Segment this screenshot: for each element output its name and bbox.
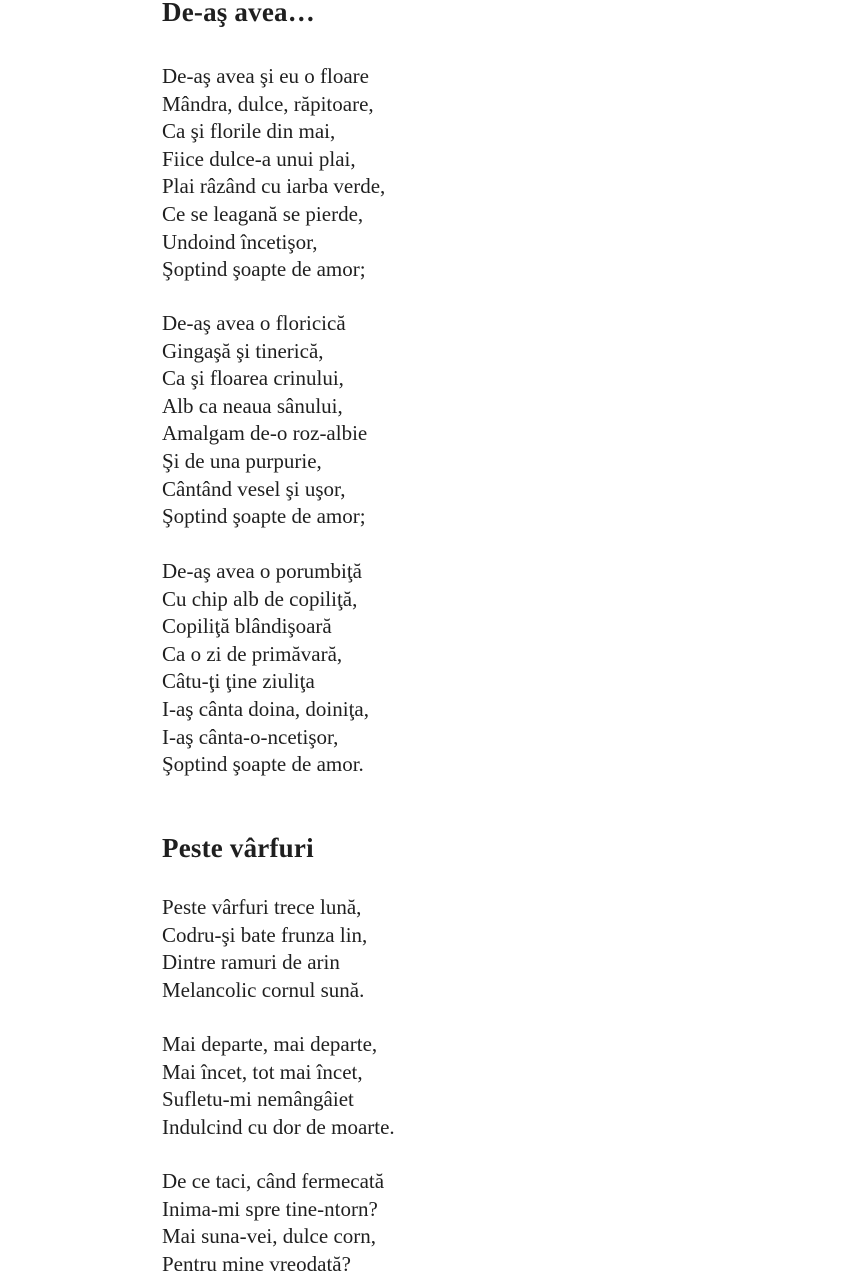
stanza	[162, 558, 369, 779]
verse-line: Mai încet, tot mai încet,	[162, 1059, 363, 1084]
poem-title: De-aş avea…	[162, 0, 315, 27]
verse-line: Ca o zi de primăvară,	[162, 641, 343, 666]
verse-line: Copiliţă blândişoară	[162, 614, 332, 639]
verse-line: Ca şi floarea crinului,	[162, 366, 344, 391]
verse-line: Alb ca neaua sânului,	[162, 393, 343, 418]
verse-line: Ce se leagană se pierde,	[162, 201, 364, 226]
verse-line: De ce taci, când fermecată	[162, 1169, 385, 1193]
verse-line: Peste vârfuri trece lună,	[162, 895, 362, 919]
stanza	[162, 63, 385, 284]
verse-line: Amalgam de-o roz-albie	[162, 421, 368, 446]
verse-line: Pentru mine vreodată?	[162, 1251, 351, 1276]
stanza	[162, 310, 367, 531]
verse-line: Inima-mi spre tine-ntorn?	[162, 1196, 378, 1221]
verse-line: Fiice dulce-a unui plai,	[162, 146, 356, 171]
verse-line: Indulcind cu dor de moarte.	[162, 1114, 395, 1139]
verse-line: Şoptind şoapte de amor.	[162, 752, 364, 777]
verse-line: Melancolic cornul sună.	[162, 977, 365, 1002]
verse-line: Cu chip alb de copiliţă,	[162, 586, 358, 611]
verse-line: I-aş cânta doina, doiniţa,	[162, 696, 370, 721]
verse-line: Mândra, dulce, răpitoare,	[162, 91, 374, 116]
verse-line: Dintre ramuri de arin	[162, 950, 340, 975]
verse-line: Câtu-ţi ţine ziuliţa	[162, 669, 315, 694]
verse-line: Şoptind şoapte de amor;	[162, 257, 366, 282]
verse-line: Şi de una purpurie,	[162, 448, 322, 473]
stanza	[162, 1168, 384, 1278]
verse-line: Şoptind şoapte de amor;	[162, 504, 366, 529]
stanza	[162, 1031, 395, 1141]
verse-line: Cântând vesel şi uşor,	[162, 476, 346, 501]
verse-line: Codru-şi bate frunza lin,	[162, 922, 368, 947]
verse-line: Ca şi florile din mai,	[162, 119, 336, 144]
stanza	[162, 894, 367, 1004]
verse-line: Undoind încetişor,	[162, 229, 318, 254]
verse-line: Gingaşă şi tinerică,	[162, 338, 324, 363]
verse-line: De-aş avea o floricică	[162, 311, 346, 335]
verse-line: I-aş cânta-o-ncetişor,	[162, 724, 339, 749]
verse-line: Mai departe, mai departe,	[162, 1032, 378, 1056]
verse-line: Mai suna-vei, dulce corn,	[162, 1224, 377, 1249]
poem-title: Peste vârfuri	[162, 833, 314, 863]
verse-line: De-aş avea şi eu o floare	[162, 64, 369, 88]
verse-line: Plai râzând cu iarba verde,	[162, 174, 386, 199]
verse-line: De-aş avea o porumbiţă	[162, 559, 363, 583]
verse-line: Sufletu-mi nemângâiet	[162, 1087, 354, 1112]
